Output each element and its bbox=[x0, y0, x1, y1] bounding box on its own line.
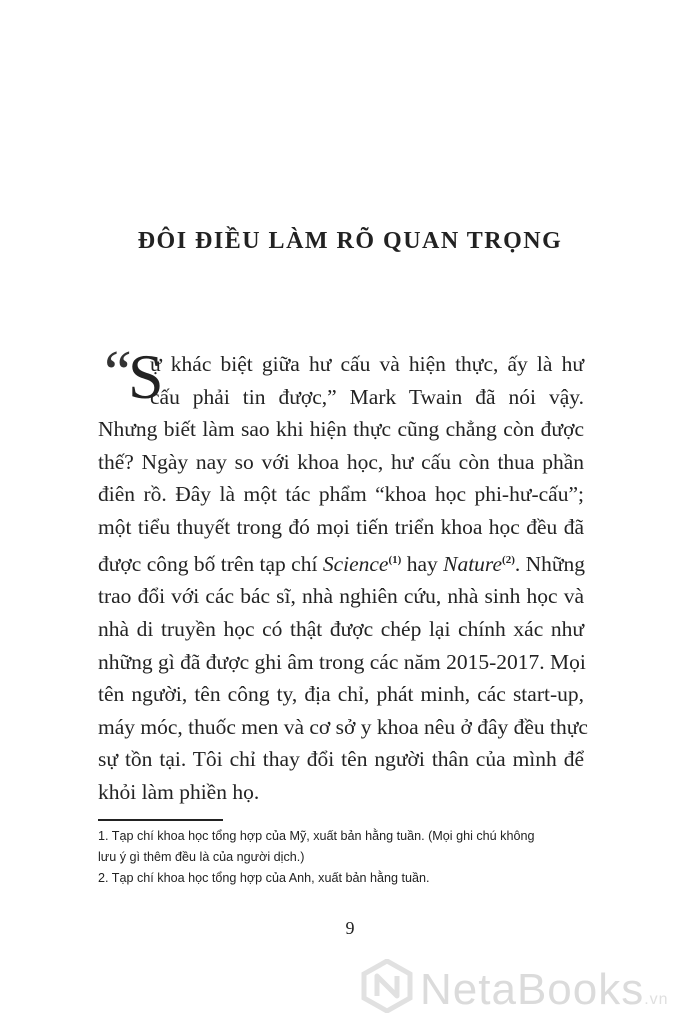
chapter-title: ĐÔI ĐIỀU LÀM RÕ QUAN TRỌNG bbox=[137, 228, 563, 254]
paragraph-line: ự khác biệt giữa hư cấu và hiện thực, ấy là hư bbox=[150, 352, 584, 376]
line-prefix: được công bố trên tạp chí bbox=[98, 551, 323, 576]
footnote-ref-2: (2) bbox=[502, 553, 515, 566]
watermark-brand: NetaBooks bbox=[420, 965, 645, 1014]
page-number: 9 bbox=[345, 918, 355, 938]
paragraph-line: máy móc, thuốc men và cơ sở y khoa nêu ở đây đều thực bbox=[98, 714, 588, 739]
netabooks-logo-icon bbox=[360, 959, 414, 1013]
watermark bbox=[360, 951, 690, 1023]
footnote-line: 1. Tạp chí khoa học tổng hợp của Mỹ, xuất bản hằng tuần. (Mọi ghi chú không bbox=[98, 829, 535, 843]
paragraph-line: nhà di truyền học có thật được chép lại chính xác như bbox=[98, 616, 584, 641]
paragraph-line: cấu phải tin được,” Mark Twain đã nói vậy. bbox=[150, 384, 584, 409]
footnotes bbox=[98, 826, 598, 889]
watermark-suffix: .vn bbox=[644, 991, 669, 1008]
paragraph-line: sự tồn tại. Tôi chỉ thay đổi tên người thân của mình để bbox=[98, 747, 584, 772]
paragraph-line: một tiểu thuyết trong đó mọi tiến triển khoa học đều đã bbox=[98, 514, 584, 539]
paragraph-line: trao đổi với các bác sĩ, nhà nghiên cứu, nhà sinh học và bbox=[98, 584, 584, 609]
line-suffix: . Những bbox=[514, 551, 586, 576]
paragraph-line: Nhưng biết làm sao khi hiện thực cũng chẳng còn được bbox=[98, 417, 584, 442]
paragraph-line: tên người, tên công ty, địa chỉ, phát minh, các start-up, bbox=[98, 682, 584, 707]
paragraph-line: thế? Ngày nay so với khoa học, hư cấu còn thua phần bbox=[98, 449, 584, 474]
paragraph-line-journals bbox=[98, 544, 584, 581]
paragraph-line: khỏi làm phiền họ. bbox=[98, 779, 260, 804]
paragraph-line: điên rồ. Đây là một tác phẩm “khoa học phi-hư-cấu”; bbox=[98, 482, 584, 507]
journal-science: Science bbox=[322, 551, 389, 576]
footnote-ref-1: (1) bbox=[388, 553, 402, 566]
main-paragraph bbox=[98, 348, 588, 808]
drop-cap-letter: S bbox=[128, 341, 164, 412]
footnote-line: lưu ý gì thêm đều là của người dịch.) bbox=[98, 850, 305, 864]
line-mid: hay bbox=[401, 551, 444, 576]
watermark-text bbox=[420, 965, 669, 1015]
opening-quote-mark: “ bbox=[98, 339, 133, 407]
footnote-line: 2. Tạp chí khoa học tổng hợp của Anh, xuất bản hằng tuần. bbox=[98, 871, 430, 885]
paragraph-line: những gì đã được ghi âm trong các năm 2015-2017. Mọi bbox=[98, 649, 586, 674]
journal-nature: Nature bbox=[443, 551, 503, 576]
footnote-divider bbox=[98, 819, 223, 821]
